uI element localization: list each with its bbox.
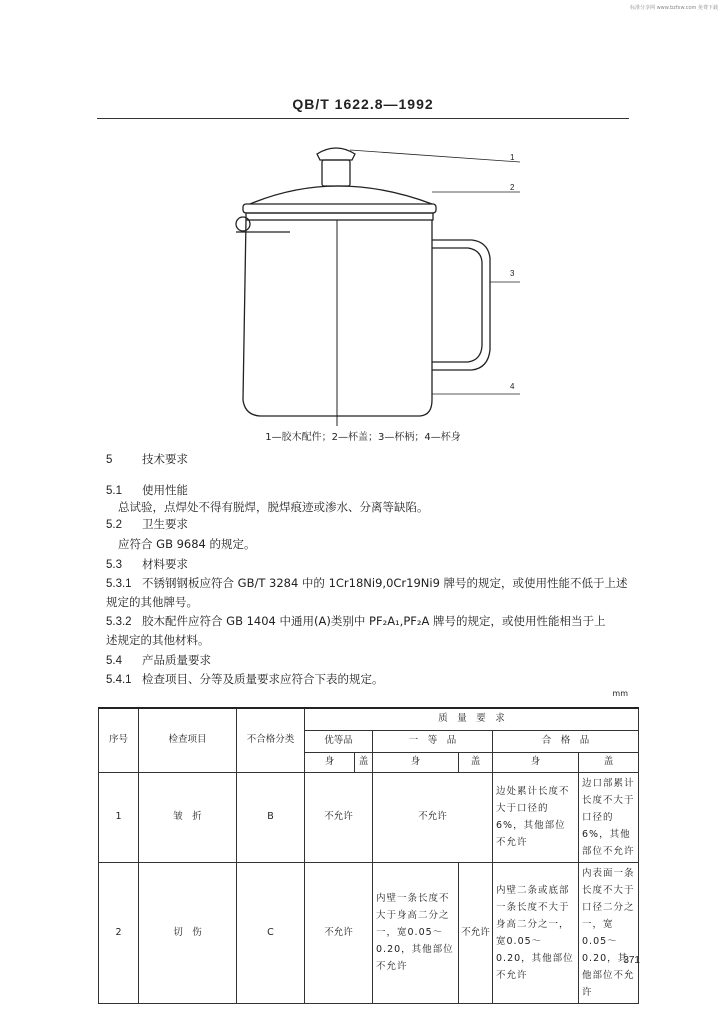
table-cell: 皱 折 — [139, 772, 237, 862]
header-quality-requirement: 质 量 要 求 — [305, 708, 639, 730]
table-cell: B — [237, 772, 305, 862]
header-item: 检查项目 — [139, 708, 237, 772]
table-cell: 不允许 — [305, 862, 373, 1003]
header-category: 不合格分类 — [237, 708, 305, 772]
table-cell: 不允许 — [459, 862, 493, 1003]
header-qualified-body: 身 — [493, 752, 579, 772]
figure-caption: 1—胶木配件；2—杯盖；3—杯柄；4—杯身 — [265, 432, 461, 443]
section-line: 应符合 GB 9684 的规定。 — [118, 537, 256, 551]
section-line: 5.1 使用性能 — [106, 483, 188, 497]
mug-drawing — [200, 130, 530, 430]
leader-1 — [350, 150, 520, 162]
table-unit: mm — [612, 689, 628, 698]
header-superior-lid: 盖 — [355, 752, 373, 772]
hinge — [236, 217, 250, 231]
header-first-lid: 盖 — [459, 752, 493, 772]
table-cell: 边口部累计长度不大于口径的6%，其他部位不允许 — [579, 772, 639, 862]
knob-top — [317, 148, 355, 160]
table-cell: 切 伤 — [139, 862, 237, 1003]
table-cell: 边处累计长度不大于口径的6%，其他部位不允许 — [493, 772, 579, 862]
section-line: 总试验，点焊处不得有脱焊，脱焊痕迹或渗水、分离等缺陷。 — [118, 500, 429, 514]
section-line: 5.4 产品质量要求 — [106, 653, 211, 667]
section-line: 述规定的其他材料。 — [106, 633, 210, 647]
body-rim — [246, 213, 433, 220]
section-line: 5.4.1 检查项目、分等及质量要求应符合下表的规定。 — [106, 672, 384, 686]
section-line: 5.2 卫生要求 — [106, 517, 188, 531]
callout-3: 3 — [510, 269, 515, 278]
table-cell: 2 — [99, 862, 139, 1003]
lid-dome — [250, 186, 432, 204]
section-line: 5.3.2 胶木配件应符合 GB 1404 中通用(A)类别中 PF₂A₁,PF₂A 牌号的规定，或使用性能相当于上 — [106, 614, 606, 628]
header-first-class: 一 等 品 — [373, 730, 493, 752]
table-cell: 内表面一条长度不大于口径二分之一，宽0.05～0.20，其他部位不允许 — [579, 862, 639, 1003]
header-qualified: 合 格 品 — [493, 730, 639, 752]
table-cell: 内壁一条长度不大于身高二分之一，宽0.05～0.20，其他部位不允许 — [373, 862, 459, 1003]
header-rule — [97, 118, 629, 119]
table-cell: 1 — [99, 772, 139, 862]
table-cell: C — [237, 862, 305, 1003]
table-cell: 不允许 — [305, 772, 373, 862]
table-row — [99, 862, 639, 1003]
header-superior: 优等品 — [305, 730, 373, 752]
section-line: 5.3 材料要求 — [106, 557, 188, 571]
section-line: 5.3.1 不锈钢钢板应符合 GB/T 3284 中的 1Cr18Ni9,0Cr19Ni9 牌号的规定，或使用性能不低于上述 — [106, 576, 628, 590]
table-cell: 不允许 — [373, 772, 493, 862]
callout-2: 2 — [510, 183, 515, 192]
header-seq: 序号 — [99, 708, 139, 772]
page-number: 371 — [623, 955, 640, 966]
header-first-body: 身 — [373, 752, 459, 772]
table-row — [99, 772, 639, 862]
watermark: 标准分享网 www.bzfxw.com 免费下载 — [630, 5, 718, 11]
header-superior-body: 身 — [305, 752, 355, 772]
section-line: 5 技术要求 — [106, 452, 188, 466]
callout-1: 1 — [510, 153, 515, 162]
header-qualified-lid: 盖 — [579, 752, 639, 772]
table-cell: 内壁二条或底部一条长度不大于身高二分之一，宽0.05～0.20，其他部位不允许 — [493, 862, 579, 1003]
knob-stem — [322, 160, 350, 186]
lid-rim — [243, 204, 436, 213]
section-line: 规定的其他牌号。 — [106, 595, 198, 609]
standard-code: QB/T 1622.8—1992 — [292, 96, 434, 112]
callout-4: 4 — [510, 382, 515, 391]
quality-table — [98, 707, 639, 1004]
